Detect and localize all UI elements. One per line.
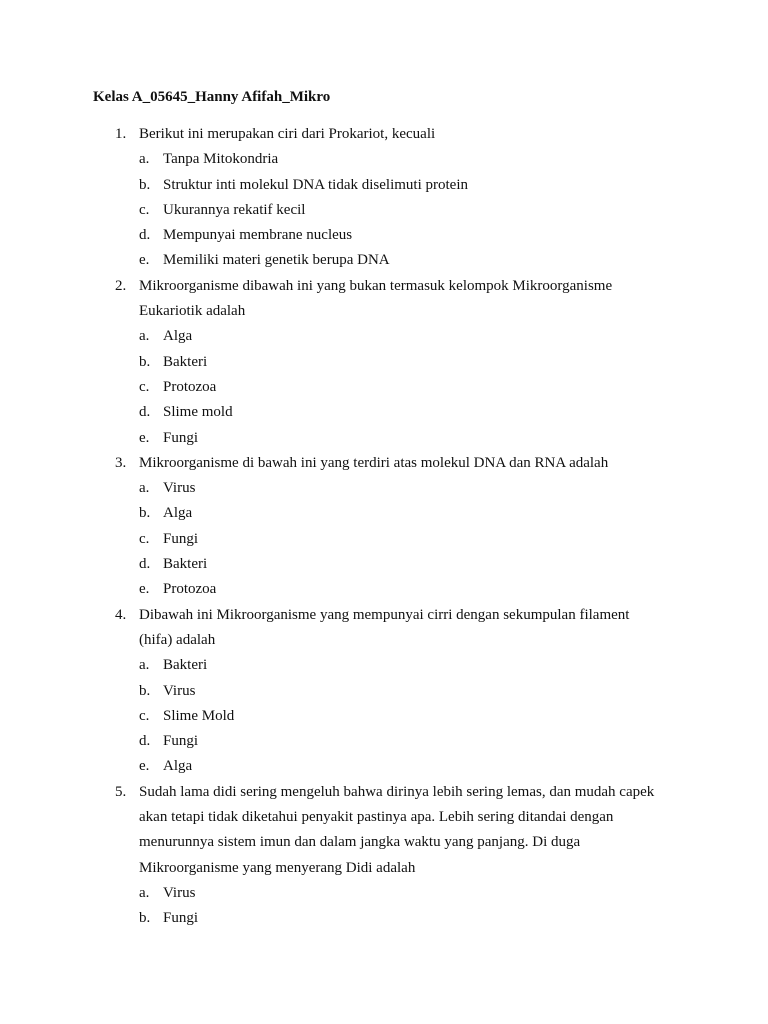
question-line bbox=[0, 274, 768, 299]
answer-option bbox=[0, 552, 768, 577]
option-letter: e. bbox=[139, 429, 150, 446]
answer-option bbox=[0, 375, 768, 400]
option-letter: c. bbox=[139, 707, 150, 724]
option-letter: b. bbox=[139, 910, 151, 927]
option-text: Bakteri bbox=[163, 556, 208, 573]
question-text: Mikroorganisme dibawah ini yang bukan termasuk kelompok Mikroorganisme bbox=[139, 277, 613, 294]
option-text: Ukurannya rekatif kecil bbox=[163, 201, 306, 218]
answer-option bbox=[0, 173, 768, 198]
option-letter: b. bbox=[139, 682, 151, 699]
answer-option bbox=[0, 198, 768, 223]
question-text: akan tetapi tidak diketahui penyakit pastinya apa. Lebih sering ditandai dengan bbox=[139, 809, 614, 826]
answer-option bbox=[0, 754, 768, 779]
answer-option bbox=[0, 223, 768, 248]
answer-option bbox=[0, 679, 768, 704]
option-letter: c. bbox=[139, 530, 150, 547]
answer-option bbox=[0, 476, 768, 501]
question-line bbox=[0, 830, 768, 855]
question-number: 4. bbox=[115, 606, 127, 623]
option-text: Virus bbox=[163, 480, 196, 497]
question-list bbox=[0, 122, 768, 932]
option-letter: d. bbox=[139, 733, 151, 750]
question-text: Mikroorganisme yang menyerang Didi adalah bbox=[139, 859, 416, 876]
option-text: Slime mold bbox=[163, 404, 233, 421]
question-line bbox=[0, 451, 768, 476]
option-letter: c. bbox=[139, 378, 150, 395]
option-letter: e. bbox=[139, 758, 150, 775]
question-line bbox=[0, 299, 768, 324]
option-text: Memiliki materi genetik berupa DNA bbox=[163, 252, 390, 269]
answer-option bbox=[0, 501, 768, 526]
answer-option bbox=[0, 729, 768, 754]
document-title: Kelas A_05645_Hanny Afifah_Mikro bbox=[93, 89, 331, 105]
question-number: 1. bbox=[115, 126, 127, 142]
option-letter: a. bbox=[139, 657, 150, 674]
option-text: Alga bbox=[163, 328, 193, 345]
question-number: 2. bbox=[115, 277, 127, 294]
question-line bbox=[0, 856, 768, 881]
option-letter: b. bbox=[139, 505, 151, 522]
option-letter: a. bbox=[139, 480, 150, 497]
answer-option bbox=[0, 400, 768, 425]
question-line bbox=[0, 603, 768, 628]
option-letter: a. bbox=[139, 884, 150, 901]
question-text: menurunnya sistem imun dan dalam jangka waktu yang panjang. Di duga bbox=[139, 834, 581, 851]
option-letter: a. bbox=[139, 328, 150, 345]
option-text: Fungi bbox=[163, 910, 199, 927]
question-text: Berikut ini merupakan ciri dari Prokariot, kecuali bbox=[139, 126, 436, 142]
option-text: Alga bbox=[163, 758, 193, 775]
option-letter: d. bbox=[139, 404, 151, 421]
question-line bbox=[0, 628, 768, 653]
option-text: Alga bbox=[163, 505, 193, 522]
option-text: Bakteri bbox=[163, 657, 208, 674]
option-letter: e. bbox=[139, 252, 150, 269]
question-line bbox=[0, 805, 768, 830]
answer-option bbox=[0, 527, 768, 552]
answer-option bbox=[0, 653, 768, 678]
question-text: Dibawah ini Mikroorganisme yang mempunyai cirri dengan sekumpulan filament bbox=[139, 606, 630, 623]
option-text: Fungi bbox=[163, 733, 199, 750]
option-text: Fungi bbox=[163, 530, 199, 547]
answer-option bbox=[0, 426, 768, 451]
option-letter: a. bbox=[139, 151, 150, 168]
question-text: Mikroorganisme di bawah ini yang terdiri atas molekul DNA dan RNA adalah bbox=[139, 454, 609, 471]
answer-option bbox=[0, 906, 768, 931]
option-letter: d. bbox=[139, 227, 151, 244]
option-text: Struktur inti molekul DNA tidak diselimuti protein bbox=[163, 176, 468, 193]
question-number: 3. bbox=[115, 454, 127, 471]
option-text: Mempunyai membrane nucleus bbox=[163, 227, 353, 244]
answer-option bbox=[0, 704, 768, 729]
answer-option bbox=[0, 350, 768, 375]
question-number: 5. bbox=[115, 783, 127, 800]
option-text: Protozoa bbox=[163, 378, 217, 395]
answer-option bbox=[0, 324, 768, 349]
option-text: Bakteri bbox=[163, 353, 208, 370]
answer-option bbox=[0, 577, 768, 602]
option-text: Virus bbox=[163, 682, 196, 699]
option-letter: b. bbox=[139, 176, 151, 193]
option-text: Tanpa Mitokondria bbox=[163, 151, 279, 168]
question-text: Eukariotik adalah bbox=[139, 303, 246, 320]
answer-option bbox=[0, 147, 768, 172]
option-text: Virus bbox=[163, 884, 196, 901]
option-text: Protozoa bbox=[163, 581, 217, 598]
answer-option bbox=[0, 248, 768, 273]
question-text: Sudah lama didi sering mengeluh bahwa dirinya lebih sering lemas, dan mudah capek bbox=[139, 783, 655, 800]
option-letter: d. bbox=[139, 556, 151, 573]
option-letter: b. bbox=[139, 353, 151, 370]
question-text: (hifa) adalah bbox=[139, 631, 216, 648]
option-letter: c. bbox=[139, 201, 150, 218]
option-text: Fungi bbox=[163, 429, 199, 446]
question-line bbox=[0, 122, 768, 147]
option-letter: e. bbox=[139, 581, 150, 598]
question-line bbox=[0, 780, 768, 805]
option-text: Slime Mold bbox=[163, 707, 235, 724]
answer-option bbox=[0, 881, 768, 906]
